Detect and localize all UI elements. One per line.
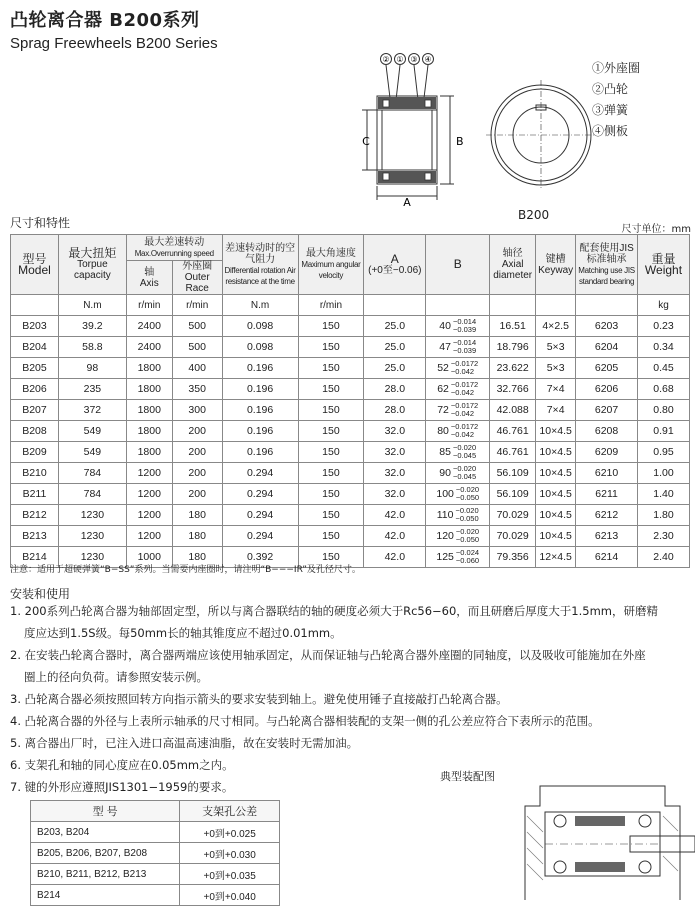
cell-b — [426, 463, 490, 484]
cell-outer: 200 — [172, 484, 222, 505]
parts-legend — [592, 58, 640, 142]
th-weight: 重量 Weight — [638, 235, 690, 295]
unit-cell: kg — [638, 295, 690, 316]
cell-axis: 1000 — [126, 547, 172, 568]
b-tolerance — [453, 318, 476, 334]
b-value: 110 — [436, 509, 454, 521]
cell-axial: 46.761 — [490, 442, 536, 463]
b-tol-lower: −0.042 — [450, 409, 475, 418]
dim-b-label: B — [456, 135, 464, 148]
cell-torque: 58.8 — [58, 337, 126, 358]
cell-a: 42.0 — [364, 526, 426, 547]
cell-axial: 46.761 — [490, 421, 536, 442]
unit-cell — [536, 295, 576, 316]
table-row — [11, 463, 690, 484]
cell-outer: 500 — [172, 316, 222, 337]
b-tol-lower: −0.039 — [452, 346, 477, 355]
b-tol-upper: −0.014 — [452, 338, 477, 347]
cell-b — [426, 505, 490, 526]
cell-key: 5×3 — [536, 337, 576, 358]
th-velocity: 最大角速度 Maximum angular velocity — [298, 235, 364, 295]
cell-axial: 70.029 — [490, 505, 536, 526]
cell-model: B214 — [31, 885, 180, 906]
th-b: B — [426, 235, 490, 295]
legend-side-plate: ④侧板 — [592, 124, 629, 138]
cell-key: 10×4.5 — [536, 484, 576, 505]
cell-outer: 180 — [172, 526, 222, 547]
install-instructions — [10, 600, 690, 798]
cell-vel: 150 — [298, 484, 364, 505]
sprag-front-view — [486, 80, 596, 190]
cell-vel: 150 — [298, 442, 364, 463]
table-row — [11, 421, 690, 442]
b-tol-upper: −0.020 — [452, 464, 477, 473]
cell-tolerance: +0到+0.040 — [180, 885, 280, 906]
th-tol-value: 支架孔公差 — [180, 801, 280, 822]
table-row — [11, 337, 690, 358]
instruction-line: 圈上的径向负荷。请参照安装示例。 — [24, 670, 208, 684]
cell-weight: 0.91 — [638, 421, 690, 442]
cell-axial: 18.796 — [490, 337, 536, 358]
cell-torque: 98 — [58, 358, 126, 379]
cell-bearing: 6214 — [576, 547, 638, 568]
cell-axis: 1800 — [126, 421, 172, 442]
b-tol-lower: −0.042 — [450, 388, 475, 397]
cell-a: 42.0 — [364, 547, 426, 568]
th-a: A (+0至−0.06) — [364, 235, 426, 295]
table-row — [31, 885, 280, 906]
cell-vel: 150 — [298, 505, 364, 526]
b-tolerance — [456, 528, 479, 544]
b-tolerance — [453, 465, 476, 481]
section-heading-dimensions: 尺寸和特性 — [10, 216, 71, 230]
cell-axis: 1800 — [126, 400, 172, 421]
unit-cell: N.m — [222, 295, 298, 316]
cell-bearing: 6206 — [576, 379, 638, 400]
instruction-line: 3. 凸轮离合器必须按照回转方向指示箭头的要求安装到轴上。避免使用锤子直接敲打凸轮离合器。 — [10, 692, 508, 706]
b-tol-upper: −0.024 — [455, 548, 480, 557]
cell-key: 10×4.5 — [536, 442, 576, 463]
sprag-section-drawing — [352, 48, 472, 208]
th-speed: 最大差速转动 Max.Overrunning speed — [126, 235, 222, 261]
cell-b — [426, 337, 490, 358]
unit-cell: r/min — [298, 295, 364, 316]
dim-a-label: A — [403, 196, 411, 208]
unit-cell: N.m — [58, 295, 126, 316]
cell-outer: 200 — [172, 421, 222, 442]
cell-a: 28.0 — [364, 400, 426, 421]
unit-cell — [426, 295, 490, 316]
b-value: 90 — [439, 467, 451, 479]
th-axial: 轴径 Axial diameter — [490, 235, 536, 295]
cell-weight: 1.80 — [638, 505, 690, 526]
cell-bearing: 6204 — [576, 337, 638, 358]
cell-outer: 400 — [172, 358, 222, 379]
unit-cell — [11, 295, 59, 316]
th-torque: 最大扭矩 Torpue capacity — [58, 235, 126, 295]
cell-axis: 1800 — [126, 442, 172, 463]
cell-key: 10×4.5 — [536, 421, 576, 442]
cell-weight: 2.30 — [638, 526, 690, 547]
cell-model: B205, B206, B207, B208 — [31, 843, 180, 864]
th-tol-model: 型 号 — [31, 801, 180, 822]
cell-bearing: 6203 — [576, 316, 638, 337]
cell-model: B204 — [11, 337, 59, 358]
cell-outer: 200 — [172, 463, 222, 484]
cell-tolerance: +0到+0.030 — [180, 843, 280, 864]
cell-axis: 1200 — [126, 526, 172, 547]
cell-model: B210, B211, B212, B213 — [31, 864, 180, 885]
table-row — [11, 316, 690, 337]
b-tol-upper: −0.020 — [452, 443, 477, 452]
b-tolerance — [451, 381, 478, 397]
th-bearing: 配套使用JIS标准轴承 Matching use JIS standard bearing — [576, 235, 638, 295]
cell-key: 7×4 — [536, 400, 576, 421]
cell-outer: 200 — [172, 442, 222, 463]
table-row — [31, 843, 280, 864]
cell-axial: 56.109 — [490, 463, 536, 484]
cell-air: 0.196 — [222, 442, 298, 463]
cell-outer: 180 — [172, 505, 222, 526]
cell-axis: 1200 — [126, 463, 172, 484]
cell-axis: 2400 — [126, 337, 172, 358]
cell-axial: 70.029 — [490, 526, 536, 547]
page-subtitle: Sprag Freewheels B200 Series — [10, 35, 218, 52]
table-row — [31, 864, 280, 885]
cell-model: B212 — [11, 505, 59, 526]
instruction-line: 度应达到1.5S级。每50mm长的轴其锥度应不超过0.01mm。 — [24, 626, 342, 640]
cell-b — [426, 442, 490, 463]
cell-a: 42.0 — [364, 505, 426, 526]
b-tol-upper: −0.014 — [452, 317, 477, 326]
cell-b — [426, 421, 490, 442]
cell-b — [426, 316, 490, 337]
cell-axial: 32.766 — [490, 379, 536, 400]
cell-weight: 0.34 — [638, 337, 690, 358]
unit-cell: r/min — [126, 295, 172, 316]
cell-torque: 549 — [58, 421, 126, 442]
cell-model: B211 — [11, 484, 59, 505]
callout-4: ④ — [424, 55, 432, 64]
cell-tolerance: +0到+0.035 — [180, 864, 280, 885]
cell-torque: 784 — [58, 463, 126, 484]
cell-a: 32.0 — [364, 484, 426, 505]
cell-bearing: 6205 — [576, 358, 638, 379]
b-value: 125 — [436, 551, 454, 563]
cell-b — [426, 526, 490, 547]
cell-bearing: 6212 — [576, 505, 638, 526]
cell-vel: 150 — [298, 358, 364, 379]
b-tol-lower: −0.050 — [455, 493, 480, 502]
cell-a: 28.0 — [364, 379, 426, 400]
assembly-caption: 典型装配图 — [440, 770, 495, 783]
b-tolerance — [456, 507, 479, 523]
cell-air: 0.294 — [222, 463, 298, 484]
th-keyway: 键槽 Keyway — [536, 235, 576, 295]
b-value: 47 — [439, 341, 451, 353]
b-tol-lower: −0.042 — [450, 430, 475, 439]
b-tol-upper: −0.0172 — [450, 380, 479, 389]
cell-air: 0.098 — [222, 337, 298, 358]
th-model: 型号 Model — [11, 235, 59, 295]
cell-torque: 372 — [58, 400, 126, 421]
b-value: 120 — [436, 530, 454, 542]
cell-outer: 300 — [172, 400, 222, 421]
b-tolerance — [456, 549, 479, 565]
footnote: 注意：适用于超硬弹簧“B−SS”系列。当需要内座圈时，请注明“B−−−IR”及孔径尺寸。 — [10, 565, 361, 575]
b-tolerance — [453, 339, 476, 355]
cell-air: 0.196 — [222, 421, 298, 442]
cell-key: 10×4.5 — [536, 505, 576, 526]
instruction-line: 7. 键的外形应遵照JIS1301−1959的要求。 — [10, 780, 234, 794]
th-air: 差速转动时的空气阻力 Differential rotation Air resistance at the time — [222, 235, 298, 295]
cell-weight: 1.00 — [638, 463, 690, 484]
cell-outer: 180 — [172, 547, 222, 568]
b-tol-lower: −0.045 — [452, 472, 477, 481]
section-heading-install: 安装和使用 — [10, 587, 71, 601]
cell-b — [426, 547, 490, 568]
cell-key: 5×3 — [536, 358, 576, 379]
cell-weight: 0.80 — [638, 400, 690, 421]
cell-axis: 1800 — [126, 358, 172, 379]
b-value: 80 — [437, 425, 449, 437]
cell-bearing: 6210 — [576, 463, 638, 484]
page-title: 凸轮离合器 B200系列 — [10, 10, 200, 31]
cell-bearing: 6207 — [576, 400, 638, 421]
cell-weight: 0.45 — [638, 358, 690, 379]
cell-bearing: 6211 — [576, 484, 638, 505]
cell-air: 0.294 — [222, 526, 298, 547]
instruction-line: 6. 支架孔和轴的同心度应在0.05mm之内。 — [10, 758, 234, 772]
cell-b — [426, 379, 490, 400]
cell-torque: 235 — [58, 379, 126, 400]
cell-air: 0.098 — [222, 316, 298, 337]
cell-key: 10×4.5 — [536, 526, 576, 547]
cell-model: B206 — [11, 379, 59, 400]
b-tol-upper: −0.0172 — [450, 401, 479, 410]
cell-a: 25.0 — [364, 316, 426, 337]
cell-torque: 39.2 — [58, 316, 126, 337]
table-row — [11, 484, 690, 505]
b-tol-lower: −0.045 — [452, 451, 477, 460]
cell-a: 25.0 — [364, 337, 426, 358]
dim-c-label: C — [362, 135, 370, 148]
cell-vel: 150 — [298, 421, 364, 442]
instruction-line: 1. 200系列凸轮离合器为轴部固定型，所以与离合器联结的轴的硬度必须大于Rc56−60，而且研磨后厚度大于1.5mm，研磨精 — [10, 604, 658, 618]
cell-outer: 500 — [172, 337, 222, 358]
callout-2: ② — [382, 55, 390, 64]
typical-assembly-drawing — [515, 776, 695, 900]
cell-axial: 42.088 — [490, 400, 536, 421]
unit-note: 尺寸单位：mm — [621, 224, 691, 235]
cell-weight: 1.40 — [638, 484, 690, 505]
cell-model: B210 — [11, 463, 59, 484]
spec-table-body — [11, 316, 690, 568]
cell-bearing: 6213 — [576, 526, 638, 547]
th-axis: 轴 Axis — [126, 261, 172, 295]
table-row — [11, 526, 690, 547]
callout-1: ① — [396, 55, 404, 64]
table-row — [11, 505, 690, 526]
cell-bearing: 6209 — [576, 442, 638, 463]
cell-model: B208 — [11, 421, 59, 442]
b-tol-upper: −0.020 — [455, 485, 480, 494]
cell-axial: 23.622 — [490, 358, 536, 379]
cell-vel: 150 — [298, 316, 364, 337]
b-value: 100 — [436, 488, 454, 500]
b-value: 85 — [439, 446, 451, 458]
cell-weight: 0.23 — [638, 316, 690, 337]
b-value: 72 — [437, 404, 449, 416]
callout-3: ③ — [410, 55, 418, 64]
cell-torque: 1230 — [58, 526, 126, 547]
cell-weight: 0.95 — [638, 442, 690, 463]
unit-cell — [364, 295, 426, 316]
cell-vel: 150 — [298, 400, 364, 421]
cell-vel: 150 — [298, 547, 364, 568]
cell-air: 0.196 — [222, 358, 298, 379]
legend-spring: ③弹簧 — [592, 103, 629, 117]
b-value: 62 — [437, 383, 449, 395]
cell-axial: 56.109 — [490, 484, 536, 505]
b-tol-lower: −0.050 — [455, 535, 480, 544]
cell-a: 32.0 — [364, 442, 426, 463]
b-tol-upper: −0.020 — [455, 527, 480, 536]
cell-vel: 150 — [298, 463, 364, 484]
cell-air: 0.196 — [222, 400, 298, 421]
cell-weight: 0.68 — [638, 379, 690, 400]
cell-axial: 79.356 — [490, 547, 536, 568]
b-tol-upper: −0.0172 — [450, 422, 479, 431]
b-tolerance — [451, 402, 478, 418]
cell-torque: 784 — [58, 484, 126, 505]
cell-model: B205 — [11, 358, 59, 379]
cell-key: 7×4 — [536, 379, 576, 400]
spec-table — [10, 234, 690, 568]
legend-outer-race: ①外座圈 — [592, 61, 641, 75]
cell-vel: 150 — [298, 379, 364, 400]
instruction-line: 5. 离合器出厂时，已注入进口高温高速油脂，故在安装时无需加油。 — [10, 736, 359, 750]
table-row — [11, 400, 690, 421]
cell-b — [426, 400, 490, 421]
b-tol-lower: −0.042 — [450, 367, 475, 376]
cell-a: 32.0 — [364, 421, 426, 442]
tolerance-table-body — [31, 822, 280, 906]
cell-a: 32.0 — [364, 463, 426, 484]
cell-torque: 1230 — [58, 505, 126, 526]
cell-axial: 16.51 — [490, 316, 536, 337]
b-tolerance — [451, 360, 478, 376]
cell-b — [426, 484, 490, 505]
cell-key: 12×4.5 — [536, 547, 576, 568]
b-tol-lower: −0.039 — [452, 325, 477, 334]
b-tol-upper: −0.0172 — [450, 359, 479, 368]
cell-model: B203, B204 — [31, 822, 180, 843]
table-row — [11, 442, 690, 463]
b-tolerance — [456, 486, 479, 502]
b-tol-lower: −0.050 — [455, 514, 479, 523]
th-outer-race: 外座圈 Outer Race — [172, 261, 222, 295]
cell-air: 0.294 — [222, 484, 298, 505]
b-tol-lower: −0.060 — [455, 556, 480, 565]
table-row — [11, 379, 690, 400]
cell-torque: 1230 — [58, 547, 126, 568]
cell-axis: 1800 — [126, 379, 172, 400]
b-value: 40 — [439, 320, 451, 332]
cell-air: 0.294 — [222, 505, 298, 526]
b-tol-upper: −0.020 — [455, 506, 479, 515]
b-tolerance — [453, 444, 476, 460]
cell-model: B209 — [11, 442, 59, 463]
cell-b — [426, 358, 490, 379]
cell-torque: 549 — [58, 442, 126, 463]
figure-caption: B200 — [518, 208, 550, 222]
cell-outer: 350 — [172, 379, 222, 400]
cell-vel: 150 — [298, 526, 364, 547]
unit-cell — [576, 295, 638, 316]
cell-key: 4×2.5 — [536, 316, 576, 337]
cell-model: B207 — [11, 400, 59, 421]
cell-key: 10×4.5 — [536, 463, 576, 484]
cell-axis: 1200 — [126, 484, 172, 505]
table-row — [11, 358, 690, 379]
instruction-line: 4. 凸轮离合器的外径与上表所示轴承的尺寸相同。与凸轮离合器相装配的支架一侧的孔公差应符合下表所示的范围。 — [10, 714, 600, 728]
cell-axis: 1200 — [126, 505, 172, 526]
unit-cell — [490, 295, 536, 316]
cell-model: B214 — [11, 547, 59, 568]
table-row — [31, 822, 280, 843]
unit-cell: r/min — [172, 295, 222, 316]
legend-cam: ②凸轮 — [592, 82, 629, 96]
cell-bearing: 6208 — [576, 421, 638, 442]
cell-axis: 2400 — [126, 316, 172, 337]
instruction-line: 2. 在安装凸轮离合器时，离合器两端应该使用轴承固定，从而保证轴与凸轮离合器外座圈的同轴度，以及吸收可能施加在外座 — [10, 648, 646, 662]
b-tolerance — [451, 423, 478, 439]
cell-tolerance: +0到+0.025 — [180, 822, 280, 843]
cell-air: 0.392 — [222, 547, 298, 568]
cell-vel: 150 — [298, 337, 364, 358]
cell-air: 0.196 — [222, 379, 298, 400]
cell-model: B213 — [11, 526, 59, 547]
cell-weight: 2.40 — [638, 547, 690, 568]
cell-a: 25.0 — [364, 358, 426, 379]
bore-tolerance-table — [30, 800, 280, 906]
b-value: 52 — [437, 362, 449, 374]
cell-model: B203 — [11, 316, 59, 337]
